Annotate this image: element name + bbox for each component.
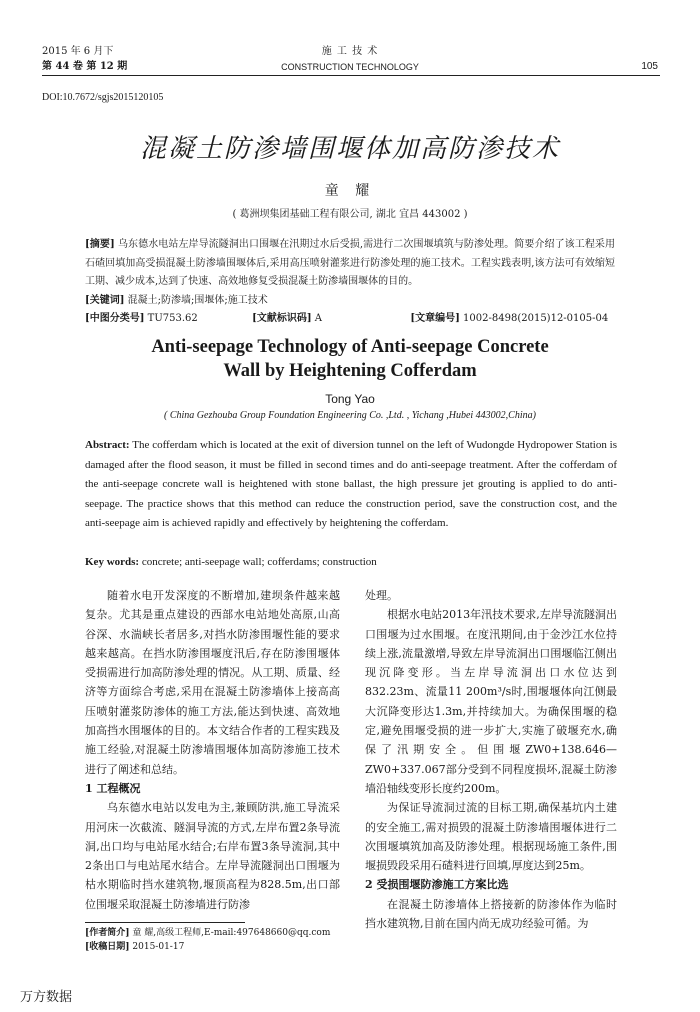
classification-line xyxy=(85,310,615,328)
continued-text: 处理。 xyxy=(365,589,398,602)
right-paragraph-2: 为保证导流洞过流的目标工期,确保基坑内土建的安全施工,需对损毁的混凝土防渗墙围堰体进行二次围堰填筑加高及防渗处理。根据现场施工条件,围堰损毁段采用石碴料进行回填,厚度达到25m。 xyxy=(365,801,617,873)
title-en-line-1: Anti-seepage Technology of Anti-seepage Concrete xyxy=(151,337,549,357)
abstract-en-label: Abstract: xyxy=(85,439,130,451)
article-no-label: [文章编号] xyxy=(410,313,460,324)
keywords-cn-label: [关键词] xyxy=(85,295,125,306)
body-right-column xyxy=(365,586,617,933)
keywords-cn-text: 混凝土;防渗墙;围堰体;施工技术 xyxy=(127,295,268,306)
doc-code-value: A xyxy=(314,313,323,324)
right-paragraph-3: 在混凝土防渗墙体上搭接新的防渗体作为临时挡水建筑物,目前在国内尚无成功经验可循。为 xyxy=(365,897,617,931)
footnote xyxy=(85,926,340,954)
section-1-heading: 1 工程概况 xyxy=(85,781,141,795)
clc-value: TU753.62 xyxy=(147,313,198,324)
footnote-date-label: [收稿日期] xyxy=(85,942,130,952)
header-page-number: 105 xyxy=(641,61,658,72)
abstract-en-text: The cofferdam which is located at the exit of diversion tunnel on the left of Wudongde Hydropower Station is damaged after the flood season, it must be filled in second times and do anti-seepage treatment. After the cofferdam of the anti-seepage concrete wall is heightened with stone ballast, the high pressure jet grouting is applied to do anti-seepage. The practice shows that this method can reduce the construction period, save the construction cost, and the anti-seepage aim is achieved rapidly and effectively by heightening the cofferdam. xyxy=(85,439,617,529)
section-1-paragraph: 乌东德水电站以发电为主,兼顾防洪,施工导流采用河床一次截流、隧洞导流的方式,左岸布置2条导流洞,出口均与电站尾水结合;右岸布置3条导流洞,其中2条出口与电站尾水结合。左岸导流隧洞出口围堰为枯水期临时挡水建筑物,堰顶高程为828.5m,出口部位围堰采取混凝土防渗墙进行防渗 xyxy=(85,801,340,911)
body-left-column xyxy=(85,586,340,914)
keywords-cn xyxy=(85,292,615,310)
abstract-cn-text: 乌东德水电站左岸导流隧洞出口围堰在汛期过水后受损,需进行二次围堰填筑与防渗处理。简要介绍了该工程采用石碴回填加高受损混凝土防渗墙围堰体后,采用高压喷射灌浆进行防渗处理的施工技术。工程实践表明,该方法可有效缩短工期、减少成本,达到了快速、高效地修复受损混凝土防渗墙围堰体的目的。 xyxy=(85,239,615,287)
header-date: 2015 年 6 月下 xyxy=(42,46,114,57)
doi: DOI:10.7672/sgjs2015120105 xyxy=(42,92,164,103)
article-no-value: 1002-8498(2015)12-0105-04 xyxy=(463,313,609,324)
intro-paragraph: 随着水电开发深度的不断增加,建坝条件越来越复杂。尤其是重点建设的西部水电站地处高原,山高谷深、水湍峡长者居多,对挡水防渗围堰性能的要求越来越高。在挡水防渗围堰度汛后,存在防渗围堰体受损需进行加高防渗处理的情况。从工期、质量、经济等方面综合考虑,采用在混凝土防渗墙体上接高高压喷射灌浆防渗体的施工方法,能达到快速、高效地加高挡水围堰体的目的。本文结合作者的工程实践及施工经验,对混凝土防渗墙围堰体加高防渗施工技术进行了阐述和总结。 xyxy=(85,589,340,776)
footnote-author-label: [作者简介] xyxy=(85,928,130,938)
section-2-heading: 2 受损围堰防渗施工方案比选 xyxy=(365,878,509,892)
header-volume: 第 44 卷 第 12 期 xyxy=(42,61,128,72)
footnote-author-text: 童 耀,高级工程师,E-mail:497648660@qq.com xyxy=(132,928,331,938)
header-rule xyxy=(42,75,660,76)
author-en: Tong Yao xyxy=(325,392,375,406)
header-journal-en: CONSTRUCTION TECHNOLOGY xyxy=(281,62,419,72)
abstract-cn xyxy=(85,236,615,292)
author-cn: 童 耀 xyxy=(324,183,376,199)
title-en-line-2: Wall by Heightening Cofferdam xyxy=(223,361,477,381)
doc-code-label: [文献标识码] xyxy=(252,313,312,324)
keywords-en xyxy=(85,553,617,573)
affiliation-en: ( China Gezhouba Group Foundation Engineering Co. ,Ltd. , Yichang ,Hubei 443002,China) xyxy=(164,410,536,421)
header-journal-cn: 施 工 技 术 xyxy=(321,46,379,57)
keywords-en-label: Key words: xyxy=(85,556,140,568)
right-paragraph-1: 根据水电站2013年汛技术要求,左岸导流隧洞出口围堰为过水围堰。在度汛期间,由于金沙江水位持续上涨,流量激增,导致左岸导流洞出口围堰临江侧出现沉降变形。当左岸导流洞出口水位达到832.23m、流量11 200m³/s时,围堰堰体向江侧最大沉降变形达1.3m,并持续加大。为确保围堰的稳定,避免围堰受损的进一步扩大,实施了破堰充水,确保了汛期安全。但围堰ZW0+138.646—ZW0+337.067部分受到不同程度损坏,混凝土防渗墙沿轴线变形长度约200m。 xyxy=(365,608,617,795)
abstract-cn-label: [摘要] xyxy=(85,239,115,250)
clc-label: [中图分类号] xyxy=(85,313,145,324)
watermark: 万方数据 xyxy=(20,990,73,1005)
affiliation-cn: ( 葛洲坝集团基础工程有限公司, 湖北 宜昌 443002 ) xyxy=(232,209,468,220)
keywords-en-text: concrete; anti-seepage wall; cofferdams; construction xyxy=(141,556,377,568)
title-en xyxy=(0,335,700,383)
footnote-date-text: 2015-01-17 xyxy=(132,942,185,952)
title-cn: 混凝土防渗墙围堰体加高防渗技术 xyxy=(139,134,560,164)
abstract-en xyxy=(85,436,617,534)
footnote-rule xyxy=(85,922,245,923)
